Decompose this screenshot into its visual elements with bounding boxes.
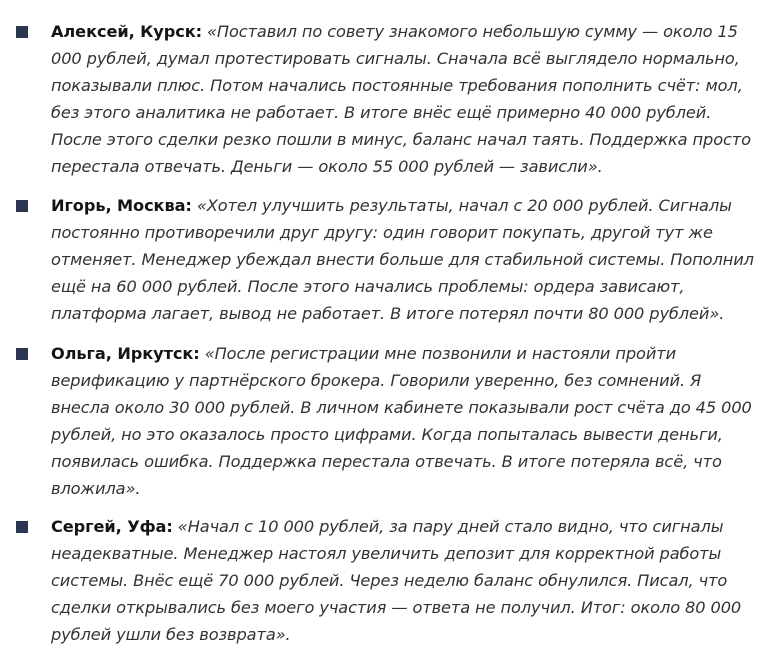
review-text	[51, 513, 756, 648]
review-author: Сергей, Уфа:	[51, 517, 173, 536]
review-text	[51, 192, 756, 327]
review-author: Ольга, Иркутск:	[51, 344, 200, 363]
square-bullet-icon	[16, 26, 28, 38]
square-bullet-icon	[16, 521, 28, 533]
review-author: Алексей, Курск:	[51, 22, 202, 41]
review-text	[51, 340, 756, 502]
square-bullet-icon	[16, 348, 28, 360]
square-bullet-icon	[16, 200, 28, 212]
review-author: Игорь, Москва:	[51, 196, 192, 215]
review-quote: «Начал с 10 000 рублей, за пару дней стало видно, что сигналы неадекватные. Менеджер настоял увеличить депозит для корректной работы системы. Внёс ещё 70 000 рублей. Через неделю баланс обнулился. Писал, что сделки открывались без моего участия — ответа не получил. Итог: около 80 000 рублей ушли без возврата».	[51, 517, 742, 644]
review-quote: «Поставил по совету знакомого небольшую сумму — около 15 000 рублей, думал протестировать сигналы. Сначала всё выглядело нормально, показывали плюс. Потом начались постоянные требования пополнить счёт: мол, без этого аналитика не работает. В итоге внёс ещё примерно 40 000 рублей. После этого сделки резко пошли в минус, баланс начал таять. Поддержка просто перестала отвечать. Деньги — около 55 000 рублей — зависли».	[51, 22, 751, 176]
review-text	[51, 18, 756, 180]
review-quote: «После регистрации мне позвонили и настояли пройти верификацию у партнёрского брокера. Говорили уверенно, без сомнений. Я внесла около 30 000 рублей. В личном кабинете показывали рост счёта до 45 000 рублей, но это оказалось просто цифрами. Когда попыталась вывести деньги, появилась ошибка. Поддержка перестала отвечать. В итоге потеряла всё, что вложила».	[51, 344, 752, 498]
review-quote: «Хотел улучшить результаты, начал с 20 000 рублей. Сигналы постоянно противоречили друг другу: один говорит покупать, другой тут же отменяет. Менеджер убеждал внести больше для стабильной системы. Пополнил ещё на 60 000 рублей. После этого начались проблемы: ордера зависают, платформа лагает, вывод не работает. В итоге потерял почти 80 000 рублей».	[51, 196, 754, 323]
